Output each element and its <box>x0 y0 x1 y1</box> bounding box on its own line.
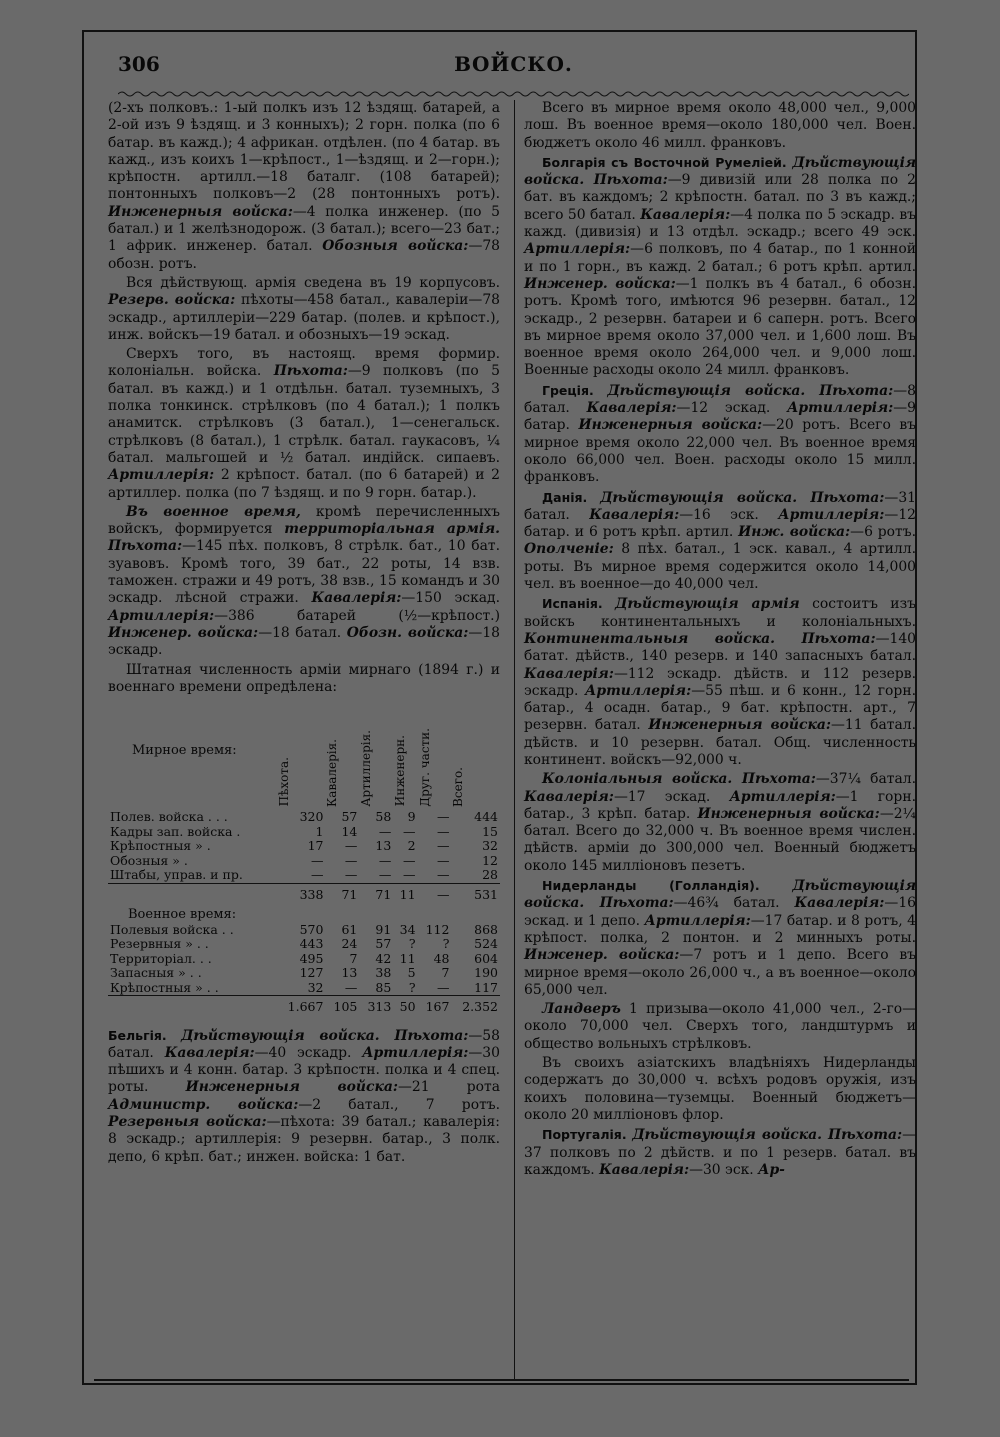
peace-table-row <box>108 868 500 883</box>
paragraph-spain: Испанія. Дѣйствующія армія состоитъ изъ войскъ континентальныхъ и колоніальныхъ. Континентальныя войска. Пѣхота:—140 батат. дѣйств., 140 резерв. и 140 запасныхъ батал. Кавалерія:—112 эскадр. дѣйств. и 112 резерв. эскадр. Артиллерія:—55 пѣш. и 6 конн., 12 горн. батар., 4 осадн. батар., 9 бат. крѣпостн. арт., 7 резервн. батал. Инженерныя войска:—11 батал. дѣйств. и 10 резервн. батал. Общ. численность континент. войскъ—92,000 ч. <box>524 596 916 768</box>
peace-rows <box>108 810 500 883</box>
section-heading: Нидерланды (Голландія). <box>542 878 760 894</box>
left-column <box>108 100 500 1168</box>
column-header: Друг. части. <box>417 727 432 807</box>
war-table-row <box>108 923 500 938</box>
section-heading: Болгарія съ Восточной Румеліей. <box>542 154 787 170</box>
table-cell: 2 <box>407 838 416 854</box>
column-header: Кавалерія. <box>325 738 340 807</box>
peace-time-heading: Мирное время: <box>132 742 237 758</box>
table-cell: 1 <box>315 823 324 839</box>
table-cell: — <box>436 867 450 883</box>
table-cell: 524 <box>474 936 498 952</box>
peace-total-row: 338 71 71 11 — 531 <box>108 883 500 908</box>
paragraph: (2-хъ полковъ.: 1-ый полкъ изъ 12 ѣздящ. батарей, а 2-ой изъ 9 ѣздящ. и 3 конныхъ); 2 горн. полка (по 6 батар. въ кажд.); 4 африкан. отдѣлен. (по 4 батар. въ кажд., изъ коихъ 1—крѣпост., 1—ѣздящ. и 2—горн.); крѣпостн. артилл.—18 баталг. (108 батарей); понтонныхъ полковъ—2 (28 понтонныхъ ротъ). Инженерныя войска:—4 полка инженер. (по 5 батал.) и 1 желѣзнодорож. (3 батал.); всего—23 бат.; 1 африк. инженер. батал. Обозныя войска:—78 обозн. ротъ. <box>108 100 501 272</box>
paragraph: Въ военное время, кромѣ перечисленныхъ войскъ, формируется территоріальная армія. Пѣхота:—145 пѣх. полковъ, 8 стрѣлк. бат., 10 бат. зуавовъ. Кромѣ того, 39 бат., 22 роты, 14 взв. таможен. стражи и 49 ротъ, 38 взв., 15 командъ и 30 эскадр. лѣсной стражи. Кавалерія:—150 эскад. Артиллерія:—386 батарей (½—крѣпост.) Инженер. войска:—18 батал. Обозн. войска:—18 эскадр. <box>108 503 501 659</box>
right-column <box>524 100 916 1181</box>
paragraph: Всего въ мирное время около 48,000 чел., 9,000 лош. Въ военное время—около 180,000 чел. Воен. бюджетъ около 46 милл. франковъ. <box>524 100 916 151</box>
table-cell: — <box>403 823 416 839</box>
table-cell: — <box>436 809 450 825</box>
page-number: 306 <box>118 52 160 76</box>
column-header: Всего. <box>451 766 466 807</box>
war-table-row <box>108 952 500 967</box>
table-cell: 13 <box>375 838 392 854</box>
table-cell: 7 <box>349 950 358 966</box>
paragraph-denmark: Данія. Дѣйствующія войска. Пѣхота:—31 батал. Кавалерія:—16 эск. Артиллерія:—12 батар. и 6 ротъ крѣп. артил. Инж. войска:—6 ротъ. Ополченіе: 8 пѣх. батал., 1 эск. кавал., 4 артилл. роты. Въ мирное время содержится около 14,000 чел. въ военное—до 40,000 чел. <box>524 489 916 593</box>
column-header: Пѣхота. <box>277 757 291 807</box>
column-header: Инженерн. <box>393 735 408 807</box>
table-cell: 61 <box>341 921 358 937</box>
table-cell: 11 <box>399 950 416 966</box>
table-cell: 32 <box>482 838 498 854</box>
paragraph: Вся дѣйствующ. армія сведена въ 19 корпусовъ. Резерв. войска: пѣхоты—458 батал., кавалеріи—78 эскадр., артиллеріи—229 батар. (полев. и крѣпост.), инж. войскъ—19 батал. и обозныхъ—19 эскад. <box>108 274 501 343</box>
table-cell: — <box>378 867 392 883</box>
table-cell: 868 <box>474 921 498 937</box>
row-label: Крѣпостныя » . . <box>110 979 219 995</box>
table-cell: 9 <box>407 809 416 825</box>
war-time-heading-row <box>108 908 500 923</box>
table-cell: 127 <box>299 965 324 981</box>
table-cell: 57 <box>341 809 358 825</box>
war-time-heading: Военное время: <box>128 907 237 923</box>
section-heading: Испанія. <box>542 596 603 612</box>
row-label: Резервныя » . . <box>110 936 209 952</box>
war-rows <box>108 923 500 996</box>
table-cell: 42 <box>375 950 392 966</box>
table-cell: 5 <box>407 965 416 981</box>
page-inner-frame <box>94 42 917 1381</box>
table-cell: 32 <box>307 979 324 995</box>
war-table-row <box>108 966 500 981</box>
table-cell: 24 <box>341 936 358 952</box>
paragraph: Ландверъ 1 призыва—около 41,000 чел., 2-го—около 70,000 чел. Сверхъ того, ландштурмъ и общество вольныхъ стрѣлковъ. <box>524 1001 916 1052</box>
table-cell: 570 <box>299 921 324 937</box>
table-cell: — <box>403 852 416 868</box>
row-label: Полев. войска . . . <box>110 809 228 825</box>
table-cell: 117 <box>474 979 498 995</box>
column-header: Артиллерія. <box>359 729 374 807</box>
table-cell: 34 <box>399 921 416 937</box>
table-cell: — <box>344 979 358 995</box>
table-cell: — <box>344 838 358 854</box>
table-cell: 7 <box>441 965 450 981</box>
running-title: ВОЙСКО. <box>454 52 573 76</box>
table-cell: — <box>378 823 392 839</box>
section-heading: Бельгія. <box>108 1027 167 1043</box>
paragraph: Штатная численность арміи мирнаго (1894 г.) и военнаго времени опредѣлена: <box>108 661 500 695</box>
war-table-row <box>108 981 500 996</box>
header-wave-rule <box>118 90 909 98</box>
paragraph-belgium: Бельгія. Дѣйствующія войска. Пѣхота:—58 батал. Кавалерія:—40 эскадр. Артиллерія:—30 пѣшихъ и 4 конн. батар. 3 крѣпостн. полка и 4 спец. роты. Инженерныя войска:—21 рота Администр. войска:—2 батал., 7 ротъ. Резервныя войска:—пѣхота: 39 батал.; кавалерія: 8 эскадр.; артиллерія: 9 резервн. батар., 3 полк. депо, 6 крѣп. бат.; инжен. войска: 1 бат. <box>108 1027 501 1165</box>
table-cell: ? <box>408 936 416 952</box>
paragraph-greece: Греція. Дѣйствующія войска. Пѣхота:—8 батал. Кавалерія:—12 эскад. Артиллерія:—9 батар. Инженерныя войска:—20 ротъ. Всего въ мирное время около 22,000 чел. Въ военное время около 66,000 чел. Воен. расходы около 15 милл. франковъ. <box>524 382 917 486</box>
table-cell: 15 <box>482 823 498 839</box>
table-cell: 91 <box>375 921 392 937</box>
peace-table-row <box>108 825 500 840</box>
paragraph-netherlands: Нидерланды (Голландія). Дѣйствующія войска. Пѣхота:—46¾ батал. Кавалерія:—16 эскад. и 1 депо. Артиллерія:—17 батар. и 8 ротъ, 4 крѣпост. полка, 2 понтон. и 2 минныхъ роты. Инженер. войска:—7 ротъ и 1 депо. Всего въ мирное время—около 26,000 ч., а въ военное—около 65,000 чел. <box>524 878 917 998</box>
strength-table <box>108 700 500 1021</box>
table-cell: 14 <box>341 823 358 839</box>
table-cell: ? <box>442 936 450 952</box>
row-label: Полевыя войска . . <box>110 921 234 937</box>
table-cell: 444 <box>474 809 498 825</box>
table-cell: 320 <box>299 809 324 825</box>
table-cell: 28 <box>482 867 498 883</box>
table-cell: 13 <box>341 965 358 981</box>
table-cell: 38 <box>375 965 392 981</box>
section-heading: Греція. <box>542 382 594 398</box>
section-heading: Данія. <box>542 489 588 505</box>
table-cell: — <box>310 852 324 868</box>
row-label: Запасныя » . . <box>110 965 202 981</box>
table-cell: 190 <box>474 965 498 981</box>
paragraph: Сверхъ того, въ настоящ. время формир. колоніальн. войска. Пѣхота:—9 полковъ (по 5 батал. въ кажд.) и 1 отдѣльн. батал. туземныхъ, 3 полка тонкинск. стрѣлковъ (по 4 батал.); 1 полкъ анамитск. стрѣлковъ (3 батал.), 1—сенегальск. стрѣлковъ (8 батал.), 1 стрѣлк. батал. гаукасовъ, ¼ батал. мальгошей и ½ батал. индійск. сипаевъ. Артиллерія: 2 крѣпост. батал. (по 6 батарей) и 2 артиллер. полка (по 7 ѣздящ. и по 9 горн. батар.). <box>108 346 501 501</box>
war-total-row: 1.667 105 313 50 167 2.352 <box>108 996 500 1021</box>
table-cell: — <box>436 852 450 868</box>
row-label: Территоріал. . . <box>110 950 212 966</box>
row-label: Крѣпостныя » . <box>110 838 211 854</box>
peace-table-row <box>108 839 500 854</box>
table-cell: 604 <box>474 950 498 966</box>
table-cell: — <box>436 838 450 854</box>
table-cell: — <box>403 867 416 883</box>
table-cell: — <box>378 852 392 868</box>
war-table-row <box>108 937 500 952</box>
peace-table-row <box>108 810 500 825</box>
table-cell: 17 <box>307 838 324 854</box>
table-cell: — <box>344 852 358 868</box>
row-label: Штабы, управ. и пр. <box>110 867 243 883</box>
table-cell: 12 <box>482 852 498 868</box>
table-cell: — <box>436 823 450 839</box>
paragraph-bulgaria: Болгарія съ Восточной Румеліей. Дѣйствующія войска. Пѣхота:—9 дивизій или 28 полка по 2 бат. въ каждомъ; 2 крѣпостн. батал. по 3 въ кажд.; всего 50 батал. Кавалерія:—4 полка по 5 эскадр. въ кажд. (дивизія) и 13 отдѣл. эскадр.; всего 49 эск. Артиллерія:—6 полковъ, по 4 батар., по 1 конной и по 1 горн., въ кажд. 2 батал.; 6 ротъ крѣп. артил. Инженер. войска:—1 полкъ въ 4 батал., 6 обозн. ротъ. Кромѣ того, имѣются 96 резервн. батал., 12 эскадр., 2 резервн. батареи и 6 саперн. ротъ. Всего въ мирное время около 37,000 чел. и 1,600 лош. Въ военное время около 264,000 чел. и 9,000 лош. Военные расходы около 24 милл. франковъ. <box>524 154 917 379</box>
column-divider <box>514 100 515 1380</box>
table-cell: — <box>344 867 358 883</box>
table-cell: 443 <box>299 936 324 952</box>
row-label: Кадры зап. войска . <box>110 823 241 839</box>
paragraph-spain-colonial: Колоніальныя войска. Пѣхота:—37¼ батал. Кавалерія:—17 эскад. Артиллерія:—1 горн. батар., 3 крѣп. батар. Инженерныя войска:—2¼ батал. Всего до 32,000 ч. Въ военное время числен. дѣйств. арміи до 300,000 чел. Военный бюджетъ около 145 милліоновъ пезетъ. <box>524 771 917 874</box>
peace-table-row <box>108 854 500 869</box>
table-cell: — <box>436 979 450 995</box>
table-cell: 495 <box>299 950 324 966</box>
row-label: Обозныя » . <box>110 852 188 868</box>
paragraph-portugal: Португалія. Дѣйствующія войска. Пѣхота:—37 полковъ по 2 дѣйств. и по 1 резерв. батал. въ каждомъ. Кавалерія:—30 эск. Ар- <box>524 1127 916 1178</box>
table-cell: ? <box>408 979 416 995</box>
table-cell: 85 <box>375 979 392 995</box>
table-cell: 48 <box>433 950 450 966</box>
paragraph: Въ своихъ азіатскихъ владѣніяхъ Нидерланды содержатъ до 30,000 ч. всѣхъ родовъ оружія, изъ коихъ половина—туземцы. Военный бюджетъ—около 20 милліоновъ флор. <box>524 1055 916 1123</box>
table-cell: — <box>310 867 324 883</box>
table-cell: 57 <box>375 936 392 952</box>
section-heading: Португалія. <box>542 1127 627 1143</box>
table-cell: 112 <box>425 921 450 937</box>
page-header <box>118 52 909 88</box>
page-frame <box>82 30 917 1385</box>
table-cell: 58 <box>375 809 392 825</box>
